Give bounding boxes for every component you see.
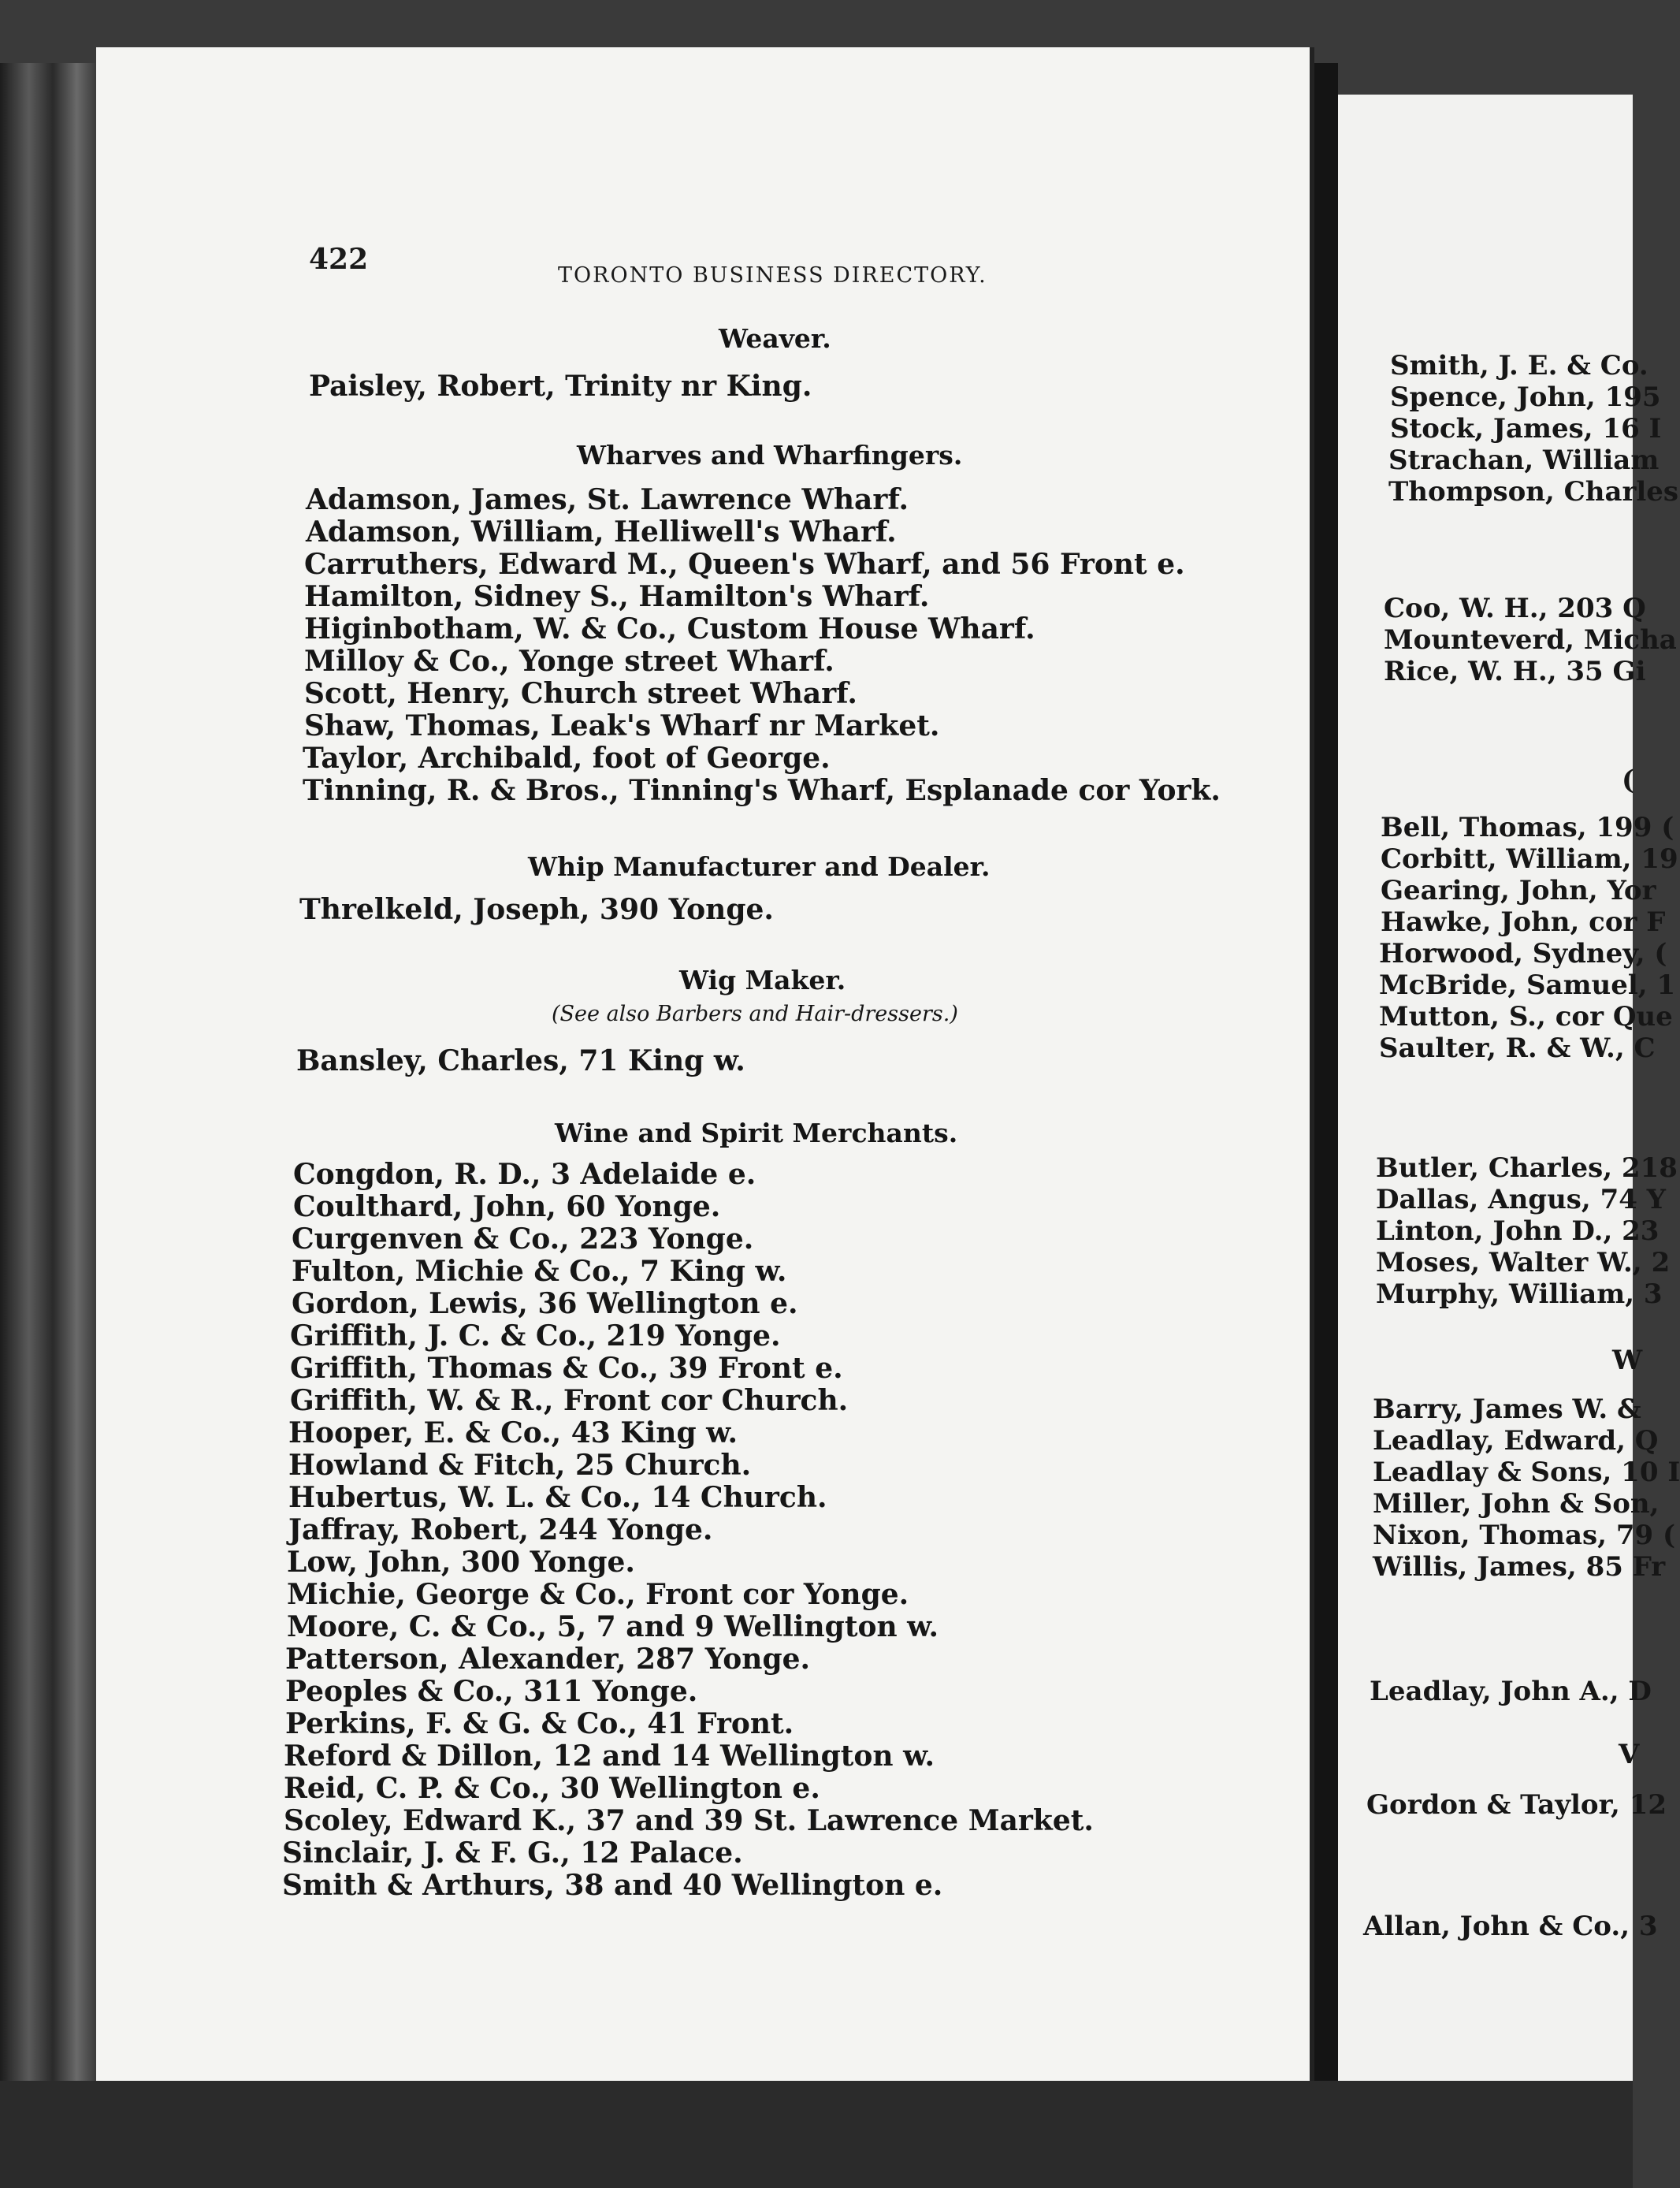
right-page-heading-fragment: W bbox=[1612, 1345, 1643, 1376]
directory-entry: Patterson, Alexander, 287 Yonge. bbox=[285, 1643, 811, 1676]
right-page-entry: Stock, James, 16 I bbox=[1390, 413, 1662, 445]
directory-entry: Reford & Dillon, 12 and 14 Wellington w. bbox=[284, 1740, 935, 1773]
section-heading-wig-maker: Wig Maker. bbox=[679, 965, 846, 995]
directory-entry: Coulthard, John, 60 Yonge. bbox=[293, 1190, 721, 1223]
right-page-entry: Allan, John & Co., 3 bbox=[1363, 1911, 1658, 1942]
directory-entry: Adamson, William, Helliwell's Wharf. bbox=[306, 515, 897, 549]
directory-entry: Moore, C. & Co., 5, 7 and 9 Wellington w. bbox=[287, 1610, 939, 1643]
directory-entry: Jaffray, Robert, 244 Yonge. bbox=[288, 1513, 713, 1546]
section-heading-wharves: Wharves and Wharfingers. bbox=[577, 440, 963, 471]
right-page-entry: Mounteverd, Micha bbox=[1384, 624, 1677, 656]
section-heading-weaver: Weaver. bbox=[719, 323, 831, 354]
right-page-entry: Strachan, William bbox=[1388, 445, 1660, 476]
page-number: 422 bbox=[309, 243, 369, 276]
directory-entry: Smith & Arthurs, 38 and 40 Wellington e. bbox=[282, 1869, 943, 1902]
right-page-entry: Spence, John, 195 bbox=[1390, 381, 1661, 413]
right-page-entry: Nixon, Thomas, 79 ( bbox=[1373, 1520, 1676, 1551]
right-page-entry: Coo, W. H., 203 Q bbox=[1384, 593, 1646, 624]
directory-entry: Curgenven & Co., 223 Yonge. bbox=[292, 1222, 754, 1256]
right-page-entry: Butler, Charles, 218 bbox=[1376, 1152, 1678, 1184]
right-page-entry: Linton, John D., 23 bbox=[1376, 1215, 1660, 1247]
right-page-entry: Gearing, John, Yor bbox=[1381, 875, 1656, 906]
right-page-entry: Smith, J. E. & Co. bbox=[1390, 350, 1648, 381]
directory-entry: Hubertus, W. L. & Co., 14 Church. bbox=[288, 1481, 827, 1514]
right-page-entry: Saulter, R. & W., C bbox=[1379, 1033, 1656, 1064]
directory-entry: Griffith, W. & R., Front cor Church. bbox=[290, 1384, 849, 1417]
right-page-entry: Corbitt, William, 19 bbox=[1381, 843, 1678, 875]
directory-entry: Threlkeld, Joseph, 390 Yonge. bbox=[299, 893, 774, 926]
background-below-book bbox=[0, 2081, 1633, 2188]
directory-entry: Scott, Henry, Church street Wharf. bbox=[304, 677, 857, 710]
directory-entry: Fulton, Michie & Co., 7 King w. bbox=[292, 1255, 787, 1288]
section-heading-whip: Whip Manufacturer and Dealer. bbox=[528, 851, 991, 882]
right-page-entry: Dallas, Angus, 74 Y bbox=[1376, 1184, 1667, 1215]
right-page-entry: Barry, James W. & bbox=[1373, 1394, 1641, 1425]
directory-entry: Taylor, Archibald, foot of George. bbox=[303, 742, 831, 775]
directory-entry: Griffith, J. C. & Co., 219 Yonge. bbox=[290, 1319, 781, 1353]
right-page-entry: Murphy, William, 3 bbox=[1376, 1278, 1663, 1310]
section-heading-wine-spirit: Wine and Spirit Merchants. bbox=[555, 1118, 958, 1148]
running-head: TORONTO BUSINESS DIRECTORY. bbox=[558, 263, 987, 288]
directory-entry: Scoley, Edward K., 37 and 39 St. Lawrence Market. bbox=[284, 1804, 1094, 1837]
directory-entry: Griffith, Thomas & Co., 39 Front e. bbox=[290, 1352, 843, 1385]
directory-entry: Hamilton, Sidney S., Hamilton's Wharf. bbox=[304, 580, 930, 613]
right-page-entry: Rice, W. H., 35 Gi bbox=[1384, 656, 1646, 687]
directory-entry: Sinclair, J. & F. G., 12 Palace. bbox=[282, 1836, 743, 1870]
right-page-entry: Horwood, Sydney, ( bbox=[1379, 938, 1667, 969]
directory-entry: Tinning, R. & Bros., Tinning's Wharf, Esplanade cor York. bbox=[303, 774, 1221, 807]
cross-reference-note: (See also Barbers and Hair-dressers.) bbox=[552, 1002, 958, 1026]
right-page-entry: Miller, John & Son, bbox=[1373, 1488, 1660, 1520]
directory-entry: Perkins, F. & G. & Co., 41 Front. bbox=[285, 1707, 794, 1740]
directory-entry: Bansley, Charles, 71 King w. bbox=[296, 1044, 745, 1077]
right-page-entry: Gordon & Taylor, 12 bbox=[1366, 1789, 1667, 1821]
directory-entry: Low, John, 300 Yonge. bbox=[287, 1546, 635, 1579]
right-page-entry: Leadlay & Sons, 10 I bbox=[1373, 1457, 1680, 1488]
right-page-entry: Thompson, Charles bbox=[1388, 476, 1679, 508]
directory-entry: Reid, C. P. & Co., 30 Wellington e. bbox=[284, 1772, 820, 1805]
directory-entry: Shaw, Thomas, Leak's Wharf nr Market. bbox=[304, 709, 940, 742]
directory-entry: Congdon, R. D., 3 Adelaide e. bbox=[293, 1158, 756, 1191]
book-spine-edge bbox=[0, 63, 96, 2160]
book-gutter bbox=[1314, 63, 1338, 2160]
directory-entry: Adamson, James, St. Lawrence Wharf. bbox=[306, 483, 909, 516]
right-page-entry: Mutton, S., cor Que bbox=[1379, 1001, 1673, 1033]
directory-entry: Howland & Fitch, 25 Church. bbox=[288, 1449, 752, 1482]
right-page-entry: Moses, Walter W., 2 bbox=[1376, 1247, 1671, 1278]
right-page-entry: Hawke, John, cor F bbox=[1381, 906, 1666, 938]
directory-entry: Carruthers, Edward M., Queen's Wharf, and 56 Front e. bbox=[304, 548, 1185, 581]
right-page-entry: Willis, James, 85 Fr bbox=[1373, 1551, 1666, 1583]
directory-entry: Paisley, Robert, Trinity nr King. bbox=[309, 370, 812, 403]
right-page-heading-fragment: V bbox=[1619, 1739, 1640, 1770]
right-page-entry: McBride, Samuel, 1 bbox=[1379, 969, 1676, 1001]
directory-entry: Michie, George & Co., Front cor Yonge. bbox=[287, 1578, 909, 1611]
right-page-entry: Bell, Thomas, 199 ( bbox=[1381, 812, 1674, 843]
directory-entry: Gordon, Lewis, 36 Wellington e. bbox=[292, 1287, 798, 1320]
directory-entry: Higinbotham, W. & Co., Custom House Wharf. bbox=[304, 612, 1035, 646]
right-page-entry: Leadlay, John A., D bbox=[1370, 1676, 1652, 1707]
right-page-fragment: ( bbox=[1622, 765, 1635, 796]
right-page-entry: Leadlay, Edward, Q bbox=[1373, 1425, 1659, 1457]
directory-entry: Hooper, E. & Co., 43 King w. bbox=[288, 1416, 738, 1449]
directory-entry: Milloy & Co., Yonge street Wharf. bbox=[304, 645, 834, 678]
directory-entry: Peoples & Co., 311 Yonge. bbox=[285, 1675, 698, 1708]
